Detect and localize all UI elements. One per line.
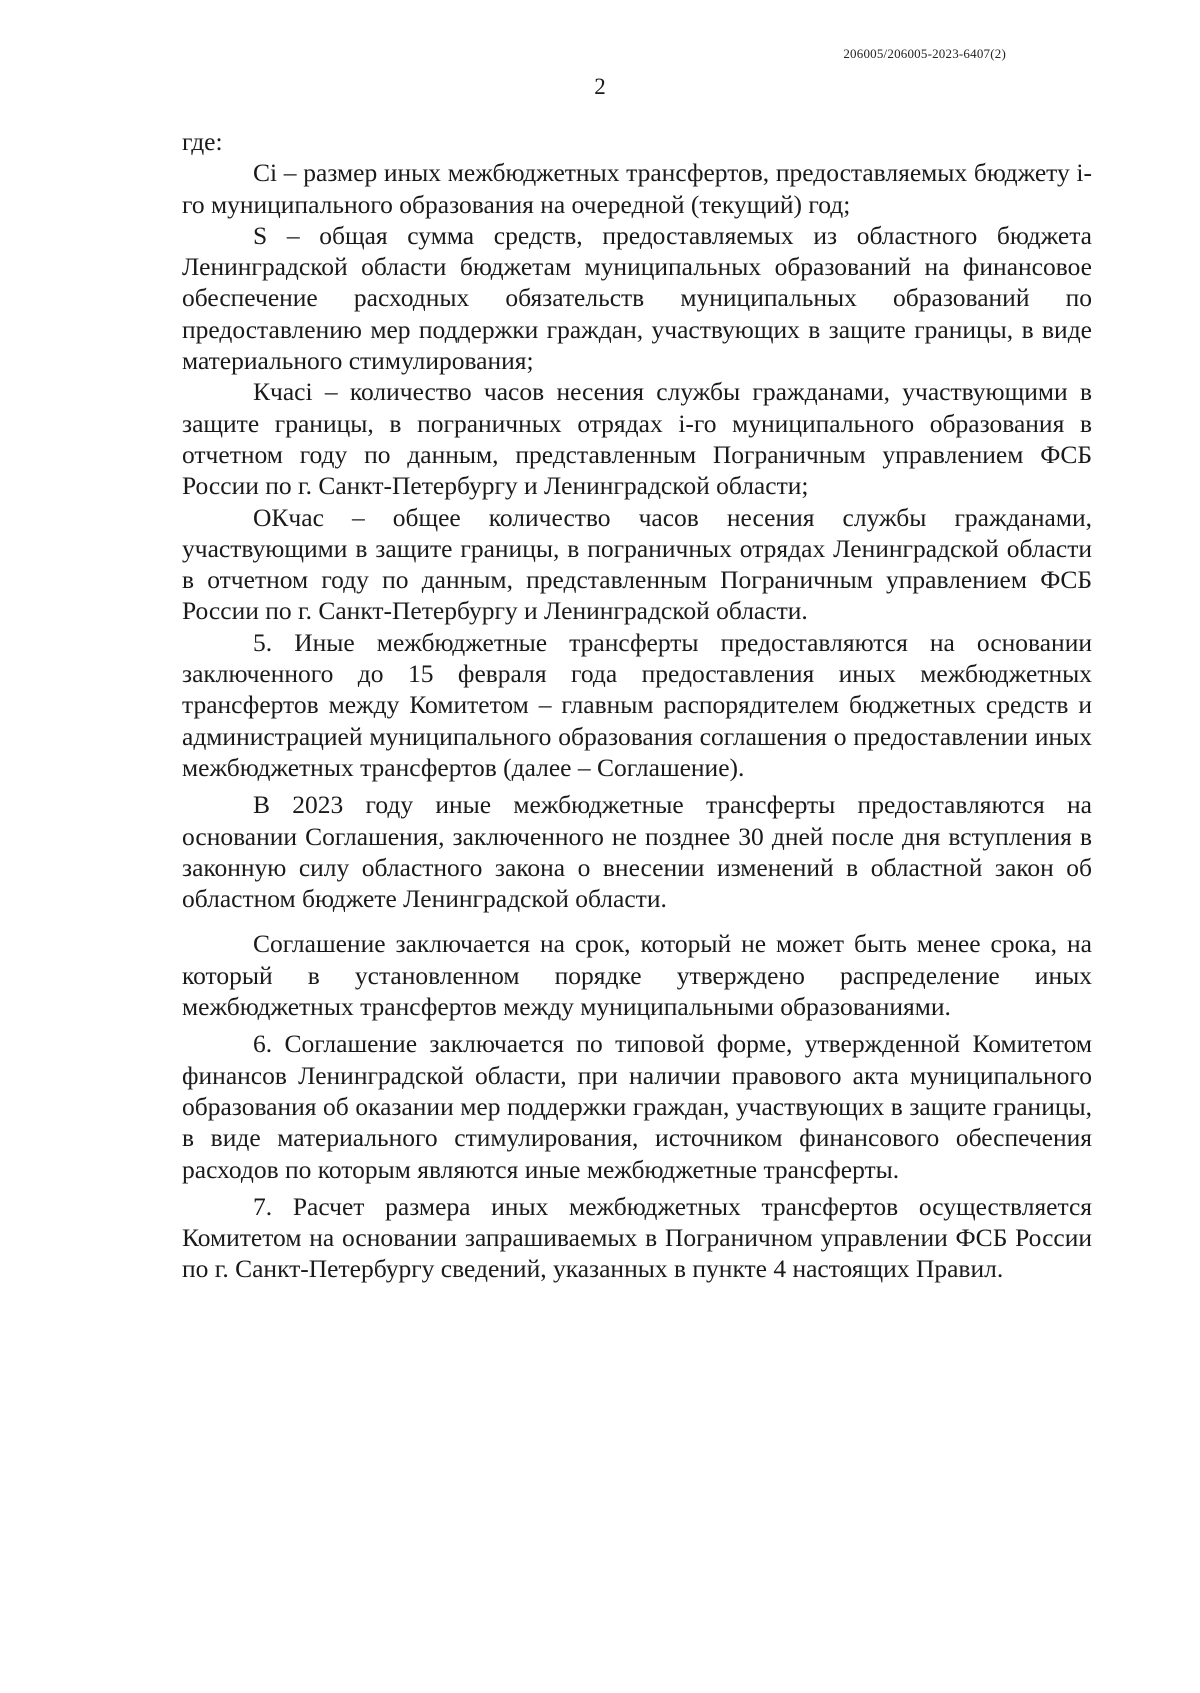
document-id: 206005/206005-2023-6407(2) xyxy=(843,46,1006,61)
paragraph-item-5: 5. Иные межбюджетные трансферты предоставляются на основании заключенного до 15 февраля года предоставления иных межбюджетных трансфертов между Комитетом – главным распорядителем бюджетных средств и администрацией муниципального образования соглашения о предоставлении иных межбюджетных трансфертов (далее – Соглашение). xyxy=(182,627,1092,782)
paragraph-2023-agreement: В 2023 году иные межбюджетные трансферты предоставляются на основании Соглашения, заключенного не позднее 30 дней после дня вступления в законную силу областного закона о внесении изменений в областной закон об областном бюджете Ленинградской области. xyxy=(182,790,1092,914)
document-body xyxy=(182,126,1092,1285)
paragraph-kchas-definition: Кчасi – количество часов несения службы гражданами, участвующими в защите границы, в пограничных отрядах i-го муниципального образования в отчетном году по данным, представленным Пограничным управлением ФСБ России по г. Санкт-Петербургу и Ленинградской области; xyxy=(182,377,1092,501)
paragraph-ci-definition: Ci – размер иных межбюджетных трансфертов, предоставляемых бюджету i-го муниципального образования на очередной (текущий) год; xyxy=(182,158,1092,219)
paragraph-agreement-term: Соглашение заключается на срок, который не может быть менее срока, на который в установленном порядке утверждено распределение иных межбюджетных трансфертов между муниципальными образованиями. xyxy=(182,929,1092,1022)
paragraph-item-7: 7. Расчет размера иных межбюджетных трансфертов осуществляется Комитетом на основании запрашиваемых в Пограничном управлении ФСБ России по г. Санкт-Петербургу сведений, указанных в пункте 4 настоящих Правил. xyxy=(182,1191,1092,1284)
paragraph-where: где: xyxy=(182,127,223,156)
paragraph-s-definition: S – общая сумма средств, предоставляемых из областного бюджета Ленинградской области бюджетам муниципальных образований на финансовое обеспечение расходных обязательств муниципальных образований по предоставлению мер поддержки граждан, участвующих в защите границы, в виде материального стимулирования; xyxy=(182,220,1092,376)
page-number: 2 xyxy=(594,74,606,99)
paragraph-item-6: 6. Соглашение заключается по типовой форме, утвержденной Комитетом финансов Ленинградской области, при наличии правового акта муниципального образования об оказании мер поддержки граждан, участвующих в защите границы, в виде материального стимулирования, источником финансового обеспечения расходов по которым являются иные межбюджетные трансферты. xyxy=(182,1029,1092,1184)
paragraph-okchas-definition: ОКчас – общее количество часов несения службы гражданами, участвующими в защите границы, в пограничных отрядах Ленинградской области в отчетном году по данным, представленным Пограничным управлением ФСБ России по г. Санкт-Петербургу и Ленинградской области. xyxy=(182,502,1092,626)
